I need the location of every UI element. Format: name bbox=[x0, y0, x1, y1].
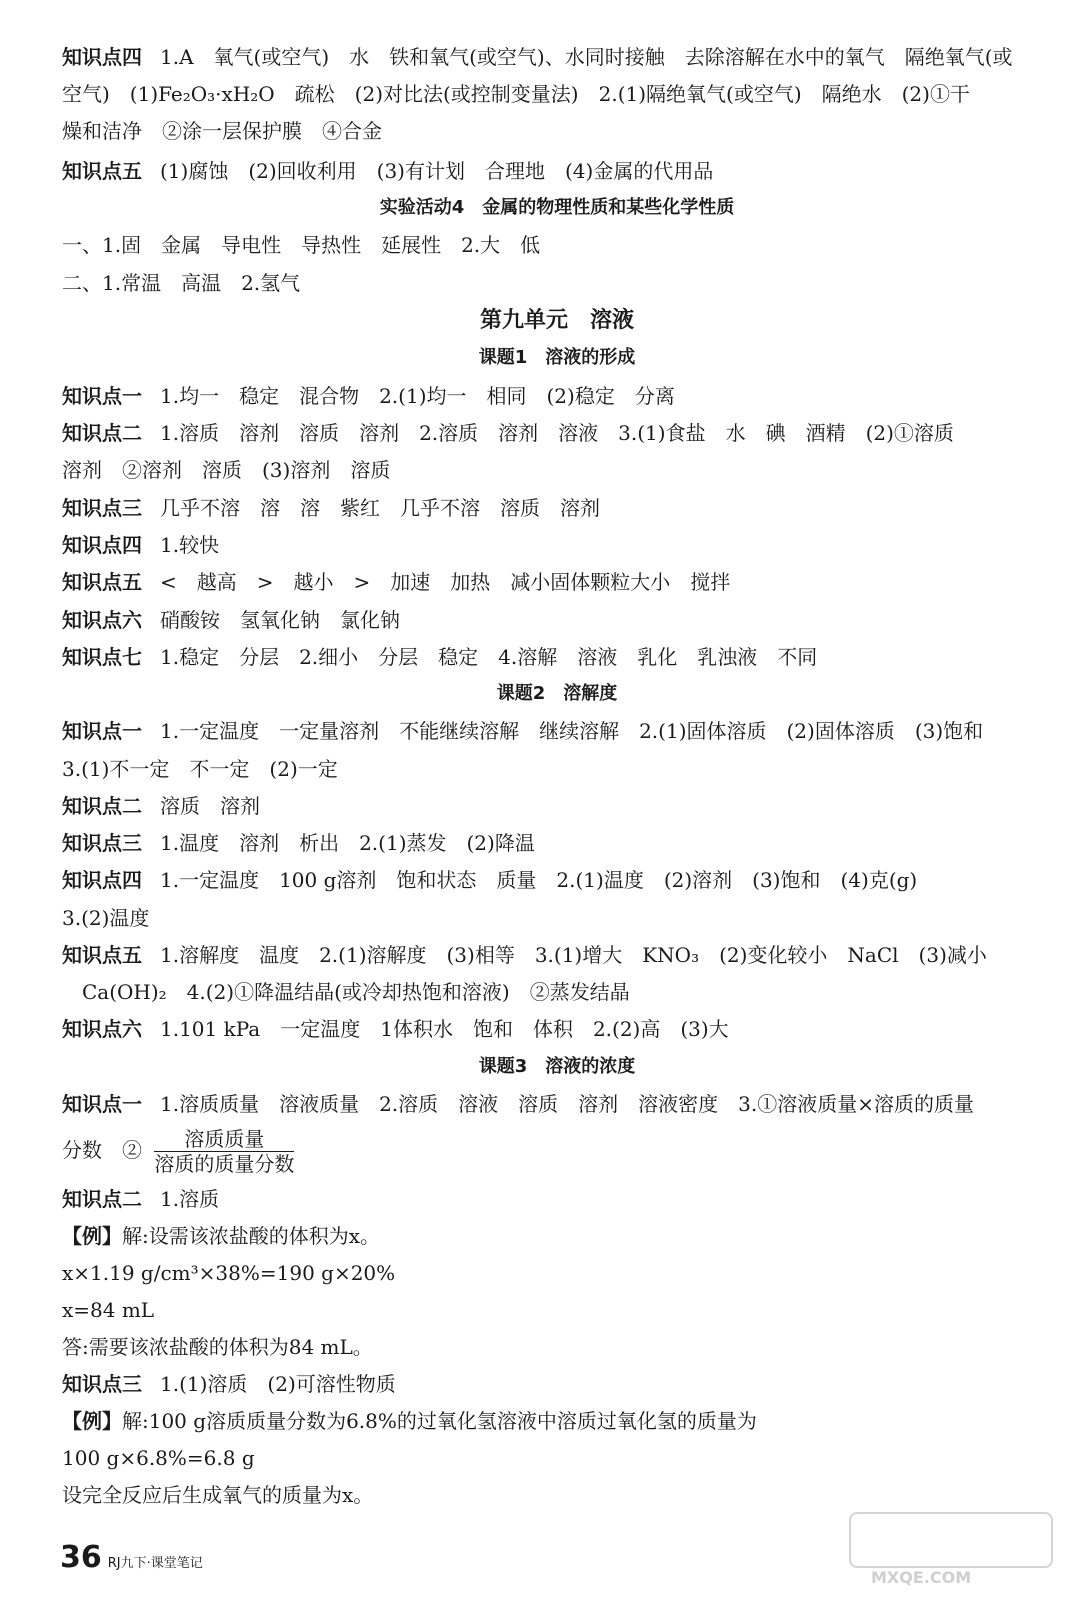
line-text: < 越高 > 越小 > 加速 加热 减小固体颗粒大小 搅拌 bbox=[160, 570, 731, 594]
knowledge-point-label: 知识点二 bbox=[62, 1187, 142, 1211]
line-text: 分数 ② bbox=[62, 1138, 142, 1162]
text-line bbox=[62, 1223, 1052, 1249]
text-line bbox=[62, 1482, 1052, 1508]
text-line bbox=[62, 420, 1052, 446]
line-text: 1.溶质质量 溶液质量 2.溶质 溶液 溶质 溶剂 溶液密度 3.①溶液质量×溶质的质量 bbox=[160, 1092, 975, 1116]
section-heading: 实验活动4 金属的物理性质和某些化学性质 bbox=[379, 197, 735, 218]
knowledge-point-label: 知识点四 bbox=[62, 45, 142, 69]
watermark-logo bbox=[849, 1512, 1049, 1586]
line-text: 二、1.常温 高温 2.氢气 bbox=[62, 271, 301, 295]
line-text: x×1.19 g/cm³×38%=190 g×20% bbox=[62, 1261, 396, 1285]
line-text: 答:需要该浓盐酸的体积为84 mL。 bbox=[62, 1335, 373, 1359]
knowledge-point-label: 知识点一 bbox=[62, 719, 142, 743]
text-line bbox=[62, 495, 1052, 521]
fraction-denominator: 溶质的质量分数 bbox=[154, 1152, 295, 1176]
watermark-text: MXQE.COM bbox=[871, 1568, 972, 1587]
text-line bbox=[62, 1260, 1052, 1286]
text-line bbox=[62, 905, 1052, 931]
line-text: 1.温度 溶剂 析出 2.(1)蒸发 (2)降温 bbox=[160, 831, 535, 855]
line-text: 1.一定温度 一定量溶剂 不能继续溶解 继续溶解 2.(1)固体溶质 (2)固体溶质 (3)饱和 bbox=[160, 719, 984, 743]
line-text: 1.溶质 溶剂 溶质 溶剂 2.溶质 溶剂 溶液 3.(1)食盐 水 碘 酒精 (2)①溶质 bbox=[160, 421, 954, 445]
line-text: 溶质 溶剂 bbox=[160, 794, 260, 818]
text-line bbox=[62, 756, 1052, 782]
book-label: RJ九下·课堂笔记 bbox=[107, 1556, 203, 1571]
text-line bbox=[62, 118, 1052, 144]
line-text: 溶剂 ②溶剂 溶质 (3)溶剂 溶质 bbox=[62, 458, 391, 482]
line-text: 3.(1)不一定 不一定 (2)一定 bbox=[62, 757, 338, 781]
line-text: 1.稳定 分层 2.细小 分层 稳定 4.溶解 溶液 乳化 乳浊液 不同 bbox=[160, 645, 818, 669]
watermark-badge-icon bbox=[849, 1512, 1053, 1568]
line-text: 1.101 kPa 一定温度 1体积水 饱和 体积 2.(2)高 (3)大 bbox=[160, 1017, 729, 1041]
line-text: (1)腐蚀 (2)回收利用 (3)有计划 合理地 (4)金属的代用品 bbox=[160, 159, 714, 183]
example-tag: 【例】 bbox=[62, 1224, 122, 1248]
line-text: 空气) (1)Fe₂O₃·xH₂O 疏松 (2)对比法(或控制变量法) 2.(1)隔绝氧气(或空气) 隔绝水 (2)①干 bbox=[62, 82, 970, 106]
line-text: 1.一定温度 100 g溶剂 饱和状态 质量 2.(1)温度 (2)溶剂 (3)饱和 (4)克(g) bbox=[160, 868, 918, 892]
text-line bbox=[62, 793, 1052, 819]
line-text: Ca(OH)₂ 4.(2)①降温结晶(或冷却热饱和溶液) ②蒸发结晶 bbox=[62, 980, 630, 1004]
text-line bbox=[62, 979, 1052, 1005]
text-line bbox=[62, 644, 1052, 670]
lesson-heading: 课题1 溶液的形成 bbox=[478, 347, 636, 368]
line-text: 1.A 氧气(或空气) 水 铁和氧气(或空气)、水同时接触 去除溶解在水中的氧气 隔绝氧气(或 bbox=[160, 45, 1013, 69]
text-line bbox=[62, 607, 1052, 633]
text-line-with-fraction bbox=[62, 1126, 1052, 1176]
text-line bbox=[62, 457, 1052, 483]
knowledge-point-label: 知识点一 bbox=[62, 384, 142, 408]
knowledge-point-label: 知识点六 bbox=[62, 608, 142, 632]
text-line bbox=[62, 1297, 1052, 1323]
text-line bbox=[62, 569, 1052, 595]
line-text: 解:设需该浓盐酸的体积为x。 bbox=[122, 1224, 381, 1248]
knowledge-point-label: 知识点四 bbox=[62, 868, 142, 892]
text-line bbox=[62, 1371, 1052, 1397]
line-text: x=84 mL bbox=[62, 1298, 155, 1322]
text-line bbox=[62, 718, 1052, 744]
knowledge-point-label: 知识点一 bbox=[62, 1092, 142, 1116]
example-tag: 【例】 bbox=[62, 1409, 122, 1433]
line-text: 1.溶质 bbox=[160, 1187, 220, 1211]
text-line bbox=[62, 1186, 1052, 1212]
text-line bbox=[62, 942, 1052, 968]
line-text: 1.(1)溶质 (2)可溶性物质 bbox=[160, 1372, 396, 1396]
text-line bbox=[62, 830, 1052, 856]
lesson-heading: 课题3 溶液的浓度 bbox=[478, 1056, 636, 1077]
text-line bbox=[62, 867, 1052, 893]
text-line bbox=[62, 383, 1052, 409]
line-text: 1.溶解度 温度 2.(1)溶解度 (3)相等 3.(1)增大 KNO₃ (2)变化较小 NaCl (3)减小 bbox=[160, 943, 987, 967]
knowledge-point-label: 知识点五 bbox=[62, 570, 142, 594]
line-text: 1.均一 稳定 混合物 2.(1)均一 相同 (2)稳定 分离 bbox=[160, 384, 675, 408]
text-line bbox=[62, 1334, 1052, 1360]
text-line bbox=[62, 532, 1052, 558]
line-text: 燥和洁净 ②涂一层保护膜 ④合金 bbox=[62, 119, 382, 143]
line-text: 3.(2)温度 bbox=[62, 906, 150, 930]
knowledge-point-label: 知识点三 bbox=[62, 831, 142, 855]
line-text: 100 g×6.8%=6.8 g bbox=[62, 1446, 255, 1470]
page-number: 36 bbox=[60, 1540, 102, 1575]
knowledge-point-label: 知识点五 bbox=[62, 943, 142, 967]
knowledge-point-label: 知识点七 bbox=[62, 645, 142, 669]
unit-heading: 第九单元 溶液 bbox=[479, 308, 634, 333]
text-line bbox=[62, 1091, 1052, 1117]
mass-fraction-formula bbox=[154, 1127, 294, 1176]
knowledge-point-label: 知识点三 bbox=[62, 1372, 142, 1396]
line-text: 解:100 g溶质质量分数为6.8%的过氧化氢溶液中溶质过氧化氢的质量为 bbox=[122, 1409, 757, 1433]
knowledge-point-label: 知识点六 bbox=[62, 1017, 142, 1041]
line-text: 设完全反应后生成氧气的质量为x。 bbox=[62, 1483, 374, 1507]
text-line bbox=[62, 158, 1052, 184]
knowledge-point-label: 知识点二 bbox=[62, 421, 142, 445]
text-line bbox=[62, 232, 1052, 258]
text-line bbox=[62, 270, 1052, 296]
knowledge-point-label: 知识点二 bbox=[62, 794, 142, 818]
page-footer bbox=[60, 1540, 203, 1575]
line-text: 硝酸铵 氢氧化钠 氯化钠 bbox=[160, 608, 400, 632]
line-text: 几乎不溶 溶 溶 紫红 几乎不溶 溶质 溶剂 bbox=[160, 496, 600, 520]
knowledge-point-label: 知识点三 bbox=[62, 496, 142, 520]
text-line bbox=[62, 44, 1052, 70]
text-line bbox=[62, 1016, 1052, 1042]
lesson-heading: 课题2 溶解度 bbox=[496, 683, 618, 704]
knowledge-point-label: 知识点五 bbox=[62, 159, 142, 183]
line-text: 1.较快 bbox=[160, 533, 220, 557]
fraction-numerator: 溶质质量 bbox=[154, 1127, 294, 1152]
text-line bbox=[62, 1408, 1052, 1434]
text-line bbox=[62, 1445, 1052, 1471]
line-text: 一、1.固 金属 导电性 导热性 延展性 2.大 低 bbox=[62, 233, 541, 257]
text-line bbox=[62, 81, 1052, 107]
knowledge-point-label: 知识点四 bbox=[62, 533, 142, 557]
